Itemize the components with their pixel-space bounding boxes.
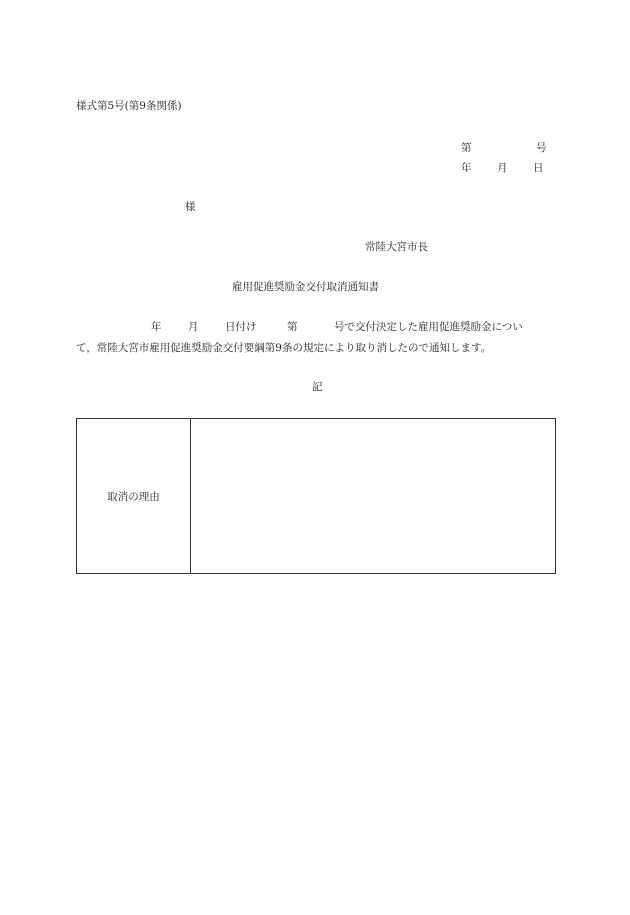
document-number-prefix: 第 (461, 142, 472, 154)
reason-label: 取消の理由 (107, 490, 160, 503)
body-line1-text: 号で交付決定した雇用促進奨励金につい (334, 321, 523, 333)
body-month-label: 月 (188, 321, 199, 333)
body-year-label: 年 (151, 321, 162, 333)
ki-heading: 記 (312, 381, 323, 393)
document-number-suffix: 号 (536, 142, 547, 154)
date-day-label: 日 (533, 162, 544, 174)
reason-value-field[interactable] (191, 419, 555, 573)
sender: 常陸大宮市長 (365, 241, 428, 253)
addressee-suffix: 様 (185, 201, 196, 213)
form-id: 様式第5号(第9条関係) (76, 100, 182, 112)
body-line2-text: て，常陸大宮市雇用促進奨励金交付要綱第9条の規定により取り消したので通知します。 (76, 342, 492, 354)
document-title: 雇用促進奨励金交付取消通知書 (232, 281, 379, 293)
date-month-label: 月 (497, 162, 508, 174)
body-number-prefix: 第 (287, 321, 298, 333)
date-year-label: 年 (461, 162, 472, 174)
reason-table (76, 418, 556, 574)
body-day-label: 日付け (225, 321, 257, 333)
